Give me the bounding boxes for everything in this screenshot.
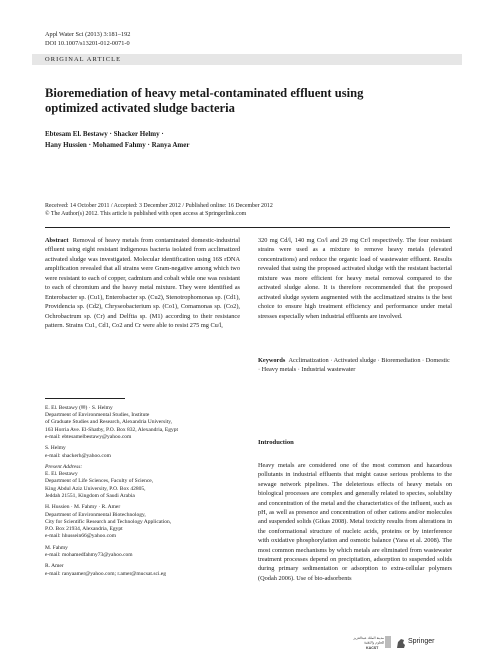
affiliation-names: S. Helmy [45, 445, 66, 452]
affiliation-block-1 [45, 405, 240, 441]
kacst-latin: KACST [366, 646, 379, 650]
affiliation-names: M. Fahmy [45, 544, 68, 551]
affiliation-line: P.O. Box 21934, Alexandria, Egypt [45, 525, 123, 532]
journal-header [45, 31, 130, 48]
present-address-block [45, 464, 240, 500]
affiliation-line: 163 Horria Ave. El-Shatby, P.O. Box 832, Alexandria, Egypt [45, 426, 179, 433]
dates-line: Received: 14 October 2011 / Accepted: 3 December 2012 / Published online: 16 December 2012 [45, 203, 273, 209]
affiliation-names: E. El. Bestawy (✉) · S. Helmy [45, 405, 113, 411]
affiliation-line: Department of Life Sciences, Faculty of Science, [45, 478, 154, 485]
author-list [45, 129, 305, 151]
author-line-2: Hany Hussien · Mohamed Fahmy · Ranya Amer [45, 141, 190, 149]
affiliation-email[interactable]: e-mail: shackerh@yahoo.com [45, 452, 111, 459]
keywords-text: Acclimatization · Activated sludge · Bioremediation · Domestic · Heavy metals · Industrial wastewater [258, 357, 450, 374]
publisher-logos [353, 633, 462, 651]
affiliation-email[interactable]: e-mail: ranyaamer@yahoo.com; r.amer@mucsat.sci.eg [45, 570, 166, 577]
journal-doi: DOI 10.1007/s13201-012-0071-0 [45, 39, 130, 47]
copyright-line: © The Author(s) 2012. This article is published with open access at Springerlink.com [45, 211, 247, 218]
affiliation-names: E. El. Bestawy [45, 471, 78, 478]
affiliation-names: R. Amer [45, 563, 64, 570]
abstract-text-left: Removal of heavy metals from contaminated domestic-industrial effluent using eight resistant indigenous bacteria isolated from acclimatized activated sludge was investigated. Molecular identification using 16S rDNA amplification revealed that all strains were Gram-negative among which two were resistant to each of copper, cadmium and cobalt while one was resistant to each of chromium and the heavy metal mixture. They were identified as Enterobacter sp. (Cu1), Enterobacter sp. (Cu2), Stenotrophomonas sp. (Cd1), Providencia sp. (Cd2), Chryseobacterium sp. (Co1), Comamonas sp. (Co2), Ochrobactrum sp. (Cr) and Delftia sp. (M1) according to their resistance pattern. Strains Cu1, Cd1, Co2 and Cr were able to resist 275 mg Cu/l, [45, 237, 240, 330]
affiliation-email[interactable]: e-mail: mohamedfahmy73@yahoo.com [45, 551, 133, 558]
footnote-divider [45, 398, 125, 399]
introduction-heading: Introduction [258, 439, 294, 446]
springer-logo-text: Springer [408, 638, 435, 645]
springer-horse-icon [396, 636, 406, 647]
introduction-text: Heavy metals are considered one of the most common and hazardous pollutants in industrial effluents that might cause serious problems to the sewage network pipelines. The deleterious effects of heavy metals on biological processes are complex and generally related to species, solubility and concentration of the metal and the characteristics of the influent, such as pH, as well as presence and concentration of other cations and/or molecules and suspended solids (Gikas 2008). Metal toxicity results from alterations in the conformational structure of nucleic acids, proteins or by interference with oxidative phosphorylation and osmotic balance (Yaoa et al. 2008). The most common mechanisms by which metals are eliminated from wastewater treatment processes depend on precipitation, adsorption to suspended solids during primary sedimentation or adsorption to extra-cellular polymers (Qodah 2006). Use of bio-adsorbents [258, 462, 452, 582]
affiliation-line: Department of Environmental Biotechnology, [45, 511, 146, 518]
affiliation-line: Jeddah 21551, Kingdom of Saudi Arabia [45, 492, 135, 499]
affiliation-line: King Abdul Aziz University, P.O. Box 42805, [45, 485, 146, 492]
affiliation-email[interactable]: e-mail: ebtesamelbestawy@yahoo.com [45, 433, 132, 440]
affiliation-block-5 [45, 563, 240, 577]
abstract-label: Abstract [45, 237, 69, 244]
author-line-1: Ebtesam El. Bestawy · Shacker Helmy · [45, 130, 164, 138]
kacst-arabic-line-2: للعلوم والتقنية [363, 640, 384, 645]
affiliation-block-4 [45, 545, 240, 559]
present-address-label: Present Address: [45, 464, 83, 471]
publication-dates [45, 202, 465, 219]
kacst-arabic-line-1: مدينة الملك عبدالعزيز [353, 636, 384, 640]
header-divider [45, 227, 450, 228]
affiliation-email[interactable]: e-mail: hhussein66@yahoo.com [45, 533, 117, 540]
abstract-right-column [258, 236, 452, 321]
affiliation-line: of Graduate Studies and Research, Alexandria University, [45, 419, 173, 426]
abstract-text-right: 320 mg Cd/l, 140 mg Co/l and 29 mg Cr/l respectively. The four resistant strains were used as a mixture to remove heavy metals (elevated concentrations) and reduce the organic load of wastewater effluent. Results revealed that using the proposed activated sludge with the resistant bacterial mixture was more efficient for heavy metal removal compared to the activated sludge alone. It is therefore recommended that the proposed activated sludge system augmented with the acclimatized strains is the best choice to ensure high treatment efficiency and performance under metal stresses especially when industrial effluents are involved. [258, 237, 452, 320]
keywords-label: Keywords [258, 357, 286, 364]
affiliation-names: H. Hussien · M. Fahmy · R. Amer [45, 504, 121, 511]
affiliation-block-2 [45, 445, 240, 459]
affiliation-line: City for Scientific Research and Technology Application, [45, 518, 172, 525]
affiliations [45, 405, 240, 582]
journal-citation: Appl Water Sci (2013) 3:181–192 [45, 31, 131, 38]
affiliation-line: Department of Environmental Studies, Institute [45, 412, 150, 419]
keywords [258, 356, 452, 375]
article-title: Bioremediation of heavy metal-contaminated effluent using optimized activated sludge bacteria [45, 86, 364, 115]
affiliation-block-3 [45, 504, 240, 540]
abstract-left-column [45, 236, 240, 331]
article-type-label: ORIGINAL ARTICLE [45, 56, 122, 63]
